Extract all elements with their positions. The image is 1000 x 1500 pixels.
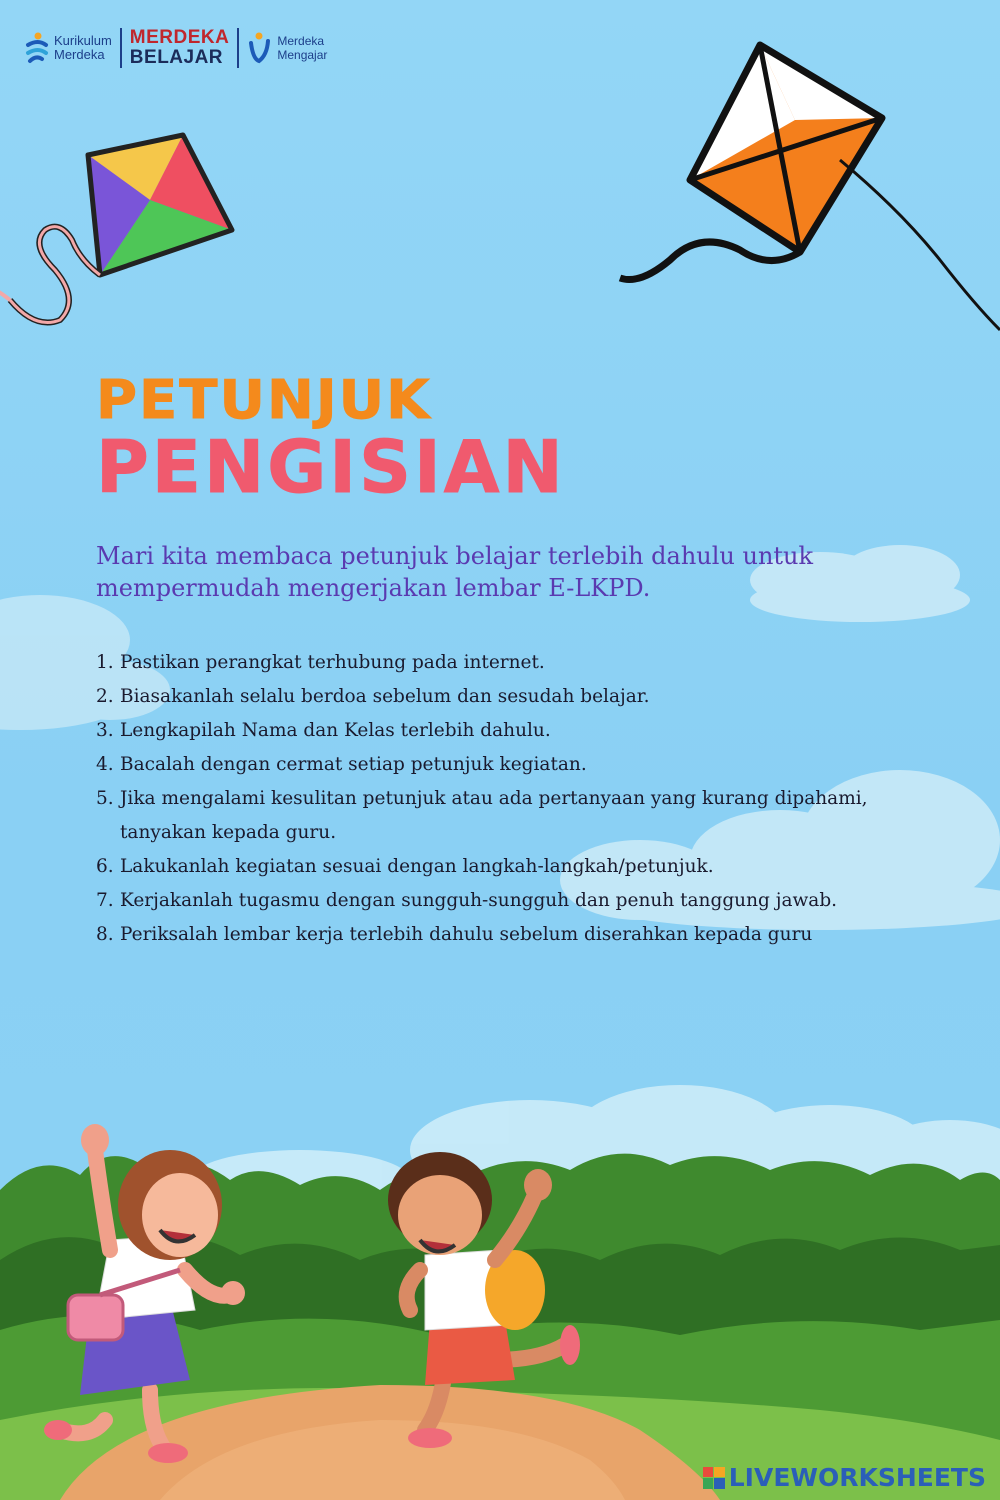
kite-orange <box>620 45 1000 330</box>
kurikulum-merdeka-logo <box>24 31 112 65</box>
liveworksheets-logo-icon <box>703 1467 725 1489</box>
list-item-number: 6. <box>96 856 114 877</box>
kurikulum-line1: Kurikulum <box>54 33 112 48</box>
list-item <box>96 884 956 918</box>
list-item <box>96 714 956 748</box>
merdeka-belajar-logo <box>130 28 230 68</box>
logo-bar <box>24 24 327 72</box>
list-item <box>96 782 956 850</box>
merdeka-mengajar-line2: Mengajar <box>277 48 328 62</box>
list-item-number: 7. <box>96 890 114 911</box>
list-item-text: Jika mengalami kesulitan petunjuk atau ada pertanyaan yang kurang dipahami, tanyakan kepada guru. <box>120 788 868 843</box>
list-item-number: 8. <box>96 924 114 945</box>
list-item <box>96 646 956 680</box>
merdeka-belajar-line1: MERDEKA <box>129 27 230 48</box>
merdeka-mengajar-line1: Merdeka <box>277 34 325 48</box>
instruction-list <box>96 646 956 952</box>
logo-divider <box>237 28 239 68</box>
list-item-text: Bacalah dengan cermat setiap petunjuk kegiatan. <box>120 754 587 775</box>
page-title-line2: PENGISIAN <box>96 425 566 509</box>
logo-divider <box>120 28 122 68</box>
list-item-number: 1. <box>96 652 114 673</box>
kite-rainbow <box>0 135 232 323</box>
merdeka-mengajar-icon <box>247 31 271 65</box>
list-item <box>96 680 956 714</box>
list-item <box>96 850 956 884</box>
watermark-text: LIVEWORKSHEETS <box>728 1463 986 1492</box>
list-item-number: 3. <box>96 720 114 741</box>
list-item-text: Pastikan perangkat terhubung pada internet. <box>120 652 545 673</box>
list-item-number: 2. <box>96 686 114 707</box>
list-item-text: Kerjakanlah tugasmu dengan sungguh-sungguh dan penuh tanggung jawab. <box>120 890 838 911</box>
list-item-text: Lakukanlah kegiatan sesuai dengan langkah-langkah/petunjuk. <box>120 856 714 877</box>
liveworksheets-watermark <box>703 1463 986 1492</box>
kurikulum-merdeka-icon <box>24 31 50 65</box>
list-item-text: Biasakanlah selalu berdoa sebelum dan sesudah belajar. <box>120 686 650 707</box>
list-item-text: Lengkapilah Nama dan Kelas terlebih dahulu. <box>120 720 551 741</box>
list-item <box>96 748 956 782</box>
list-item <box>96 918 956 952</box>
intro-text: Mari kita membaca petunjuk belajar terlebih dahulu untuk mempermudah mengerjakan lembar E-LKPD. <box>96 542 814 602</box>
list-item-number: 4. <box>96 754 114 775</box>
merdeka-mengajar-logo <box>247 31 327 65</box>
list-item-number: 5. <box>96 788 114 809</box>
page-title-line1: PETUNJUK <box>96 369 432 432</box>
list-item-text: Periksalah lembar kerja terlebih dahulu sebelum diserahkan kepada guru <box>120 924 813 945</box>
kurikulum-line2: Merdeka <box>54 47 105 62</box>
merdeka-belajar-line2: BELAJAR <box>129 47 224 68</box>
